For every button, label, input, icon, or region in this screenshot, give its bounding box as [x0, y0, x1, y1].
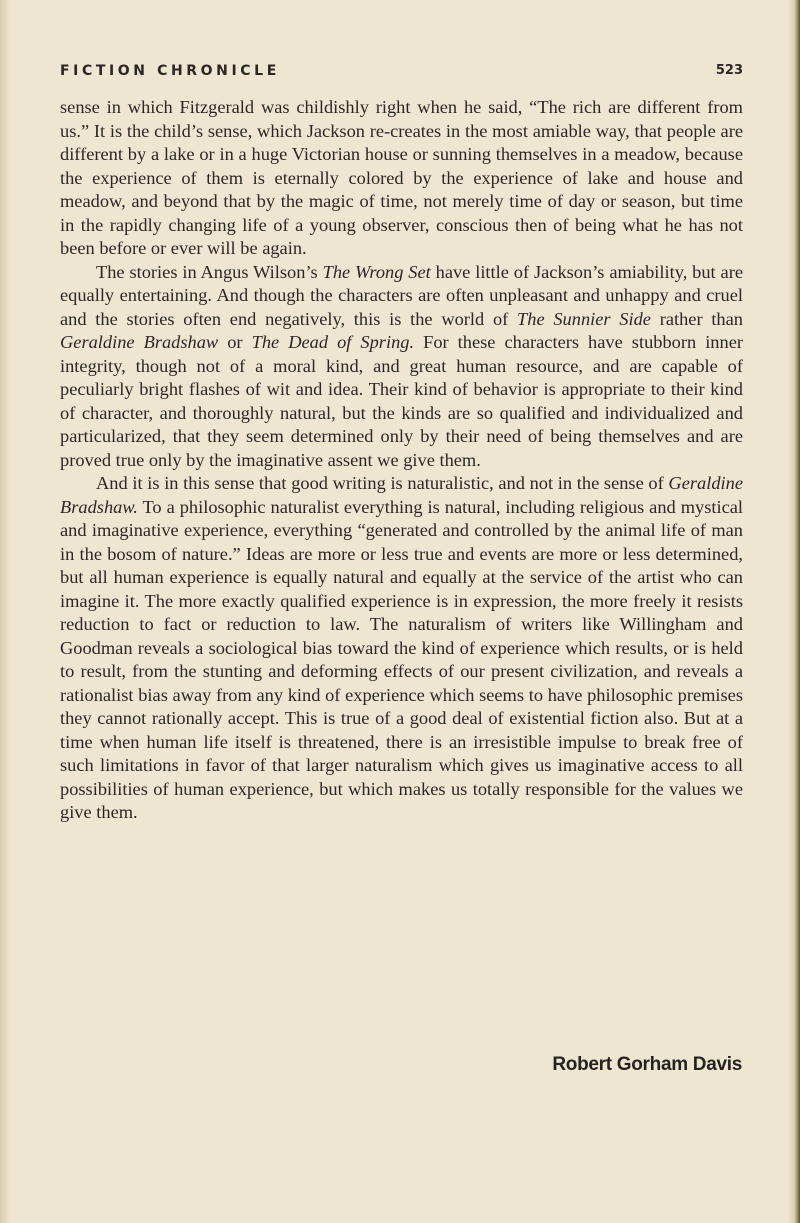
paragraph-3: [60, 472, 743, 825]
running-header: [60, 63, 743, 85]
text-run: The stories in Angus Wilson’s: [96, 261, 323, 282]
text-run: or: [218, 332, 252, 352]
page-number: 523: [715, 63, 743, 78]
italic-title: Geraldine Bradshaw: [60, 332, 219, 352]
text-run: To a philosophic naturalist everything is natural, including religious and mystical and imaginative experience, everything “generated and controlled by the animal life of man in the bosom of nature.” Ideas are more or less true and events are more or less determined, but all human experience is equally natural and equally at the service of the artist who can imagine it. The more exactly qualified experience is in expression, the more freely it resists reduction to fact or reduction to law. The naturalism of writers like Willingham and Goodman reveals a sociological bias toward the kind of experience which results, or is held to result, from the stunting and deforming effects of our present civilization, and reveals a rationalist bias away from any kind of experience which seems to have philosophic premises they cannot rationally accept. This is true of a good deal of existential fiction also. But at a time when human life itself is threatened, there is an irresistible impulse to break free of such limitations in favor of that larger naturalism which gives us imaginative access to all possibilities of human experience, but which makes us totally responsible for the values we give them.: [60, 496, 743, 822]
running-title: FICTION CHRONICLE: [60, 63, 280, 79]
text-run: rather than: [650, 308, 743, 329]
italic-title: Geraldine Bradshaw.: [60, 473, 743, 517]
text-run: For these characters have stubborn inner integrity, though not of a moral kind, and great human resource, and are capable of peculiarly bright flashes of wit and idea. Their kind of behavior is appropriate to their kind of character, and thoroughly natural, but the kinds are so qualified and individualized and particularized, that they seem determined only by their need of being themselves and are proved true only by the imaginative assent we give them.: [60, 332, 743, 470]
italic-title: The Dead of Spring.: [251, 332, 415, 352]
text-run: have little of Jackson’s amiability, but are equally entertaining. And though the characters are often unpleasant and unhappy and cruel and the stories often end negatively, this is the world of: [60, 261, 743, 329]
article-body: [60, 96, 743, 825]
page-edge-shadow: [788, 0, 800, 1223]
italic-title: The Sunnier Side: [517, 308, 651, 329]
italic-title: The Wrong Set: [322, 261, 431, 282]
author-signature: Robert Gorham Davis: [552, 1054, 742, 1075]
text-run: And it is in this sense that good writing is naturalistic, and not in the sense of: [96, 473, 669, 493]
text-run: sense in which Fitzgerald was childishly right when he said, “The rich are different from us.” It is the child’s sense, which Jackson re-creates in the most amiable way, that people are different by a lake or in a huge Victorian house or sunning themselves in a meadow, because the experience of them is eternally colored by the experience of lake and house and meadow, and beyond that by the magic of time, not merely time of day or season, but time in the rapidly changing life of a young observer, conscious then of being what he has not been before or ever will be again.: [60, 97, 743, 258]
paragraph-2: [60, 261, 743, 473]
paragraph-1: [60, 96, 743, 261]
page-gutter-shadow: [0, 0, 10, 1223]
